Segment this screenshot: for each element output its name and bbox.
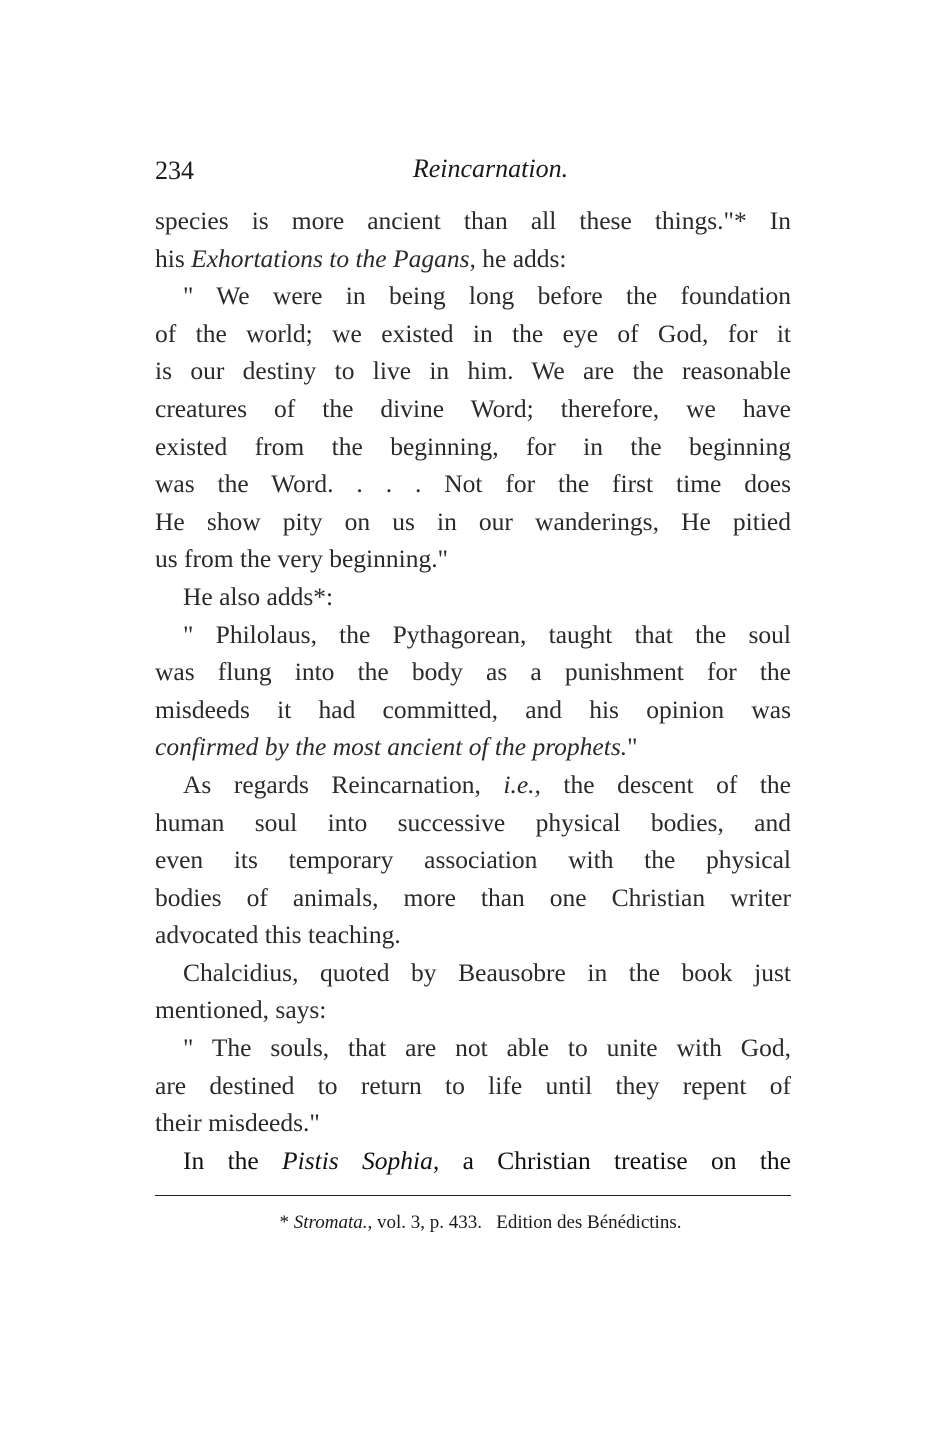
text-line [155,766,791,804]
text-line [155,202,791,240]
text-segment: advocated this teaching. [155,920,401,950]
text-segment: species is more ancient than all these things."* In [155,206,791,235]
footnote-source: Stromata. [293,1212,368,1233]
footnote [0,1212,941,1234]
text-segment: Chalcidius, quoted by Beausobre in the book just [183,957,791,987]
text-segment: existed from the beginning, for in the beginning [155,431,791,461]
body-text [155,202,791,1179]
text-line [155,240,791,278]
text-line [155,315,791,353]
text-segment: " Philolaus, the Pythagorean, taught that the soul [183,619,791,649]
text-segment: mentioned, says: [155,995,327,1025]
text-segment: his [155,243,192,273]
text-line [155,991,791,1029]
text-line [155,728,791,766]
text-segment: even its temporary association with the physical [155,845,791,875]
text-line [155,954,791,992]
footnote-rule [155,1195,791,1196]
text-line [155,578,791,616]
text-segment: are destined to return to life until they repent of [155,1070,791,1100]
text-segment: " The souls, that are not able to unite with God, [183,1033,791,1063]
footnote-ref: , vol. 3, p. 433. [367,1212,482,1233]
italic-text: i.e., [503,769,541,799]
text-line [155,841,791,879]
text-line [155,691,791,729]
text-segment: their misdeeds." [155,1108,320,1138]
text-line [155,352,791,390]
italic-text: Exhortations to the Pagans, [191,243,476,273]
text-line [155,465,791,503]
page-number: 234 [155,156,194,185]
text-line [155,916,791,954]
text-line [155,428,791,466]
text-segment: he adds: [475,243,567,273]
running-title: Reincarnation. [412,154,569,183]
text-segment: creatures of the divine Word; therefore, we have [155,393,791,423]
text-line [155,616,791,654]
text-line [155,879,791,917]
footnote-marker: * [279,1212,294,1233]
text-segment: a Christian treatise on the [439,1145,791,1175]
text-segment: us from the very beginning." [155,544,448,574]
text-line [155,1104,791,1142]
italic-text: Pistis Sophia, [282,1145,440,1175]
text-segment: " [627,732,638,762]
footnote-edition: Edition des Bénédictins. [482,1212,682,1233]
italic-text: confirmed by the most ancient of the prophets. [155,732,628,762]
text-segment: In the [183,1145,283,1175]
text-line [155,503,791,541]
text-line [155,277,791,315]
text-line [155,1067,791,1105]
text-segment: is our destiny to live in him. We are the reasonable [155,356,791,386]
text-segment: He show pity on us in our wanderings, He pitied [155,506,791,536]
text-segment: misdeeds it had committed, and his opinion was [155,694,791,724]
text-segment: " We were in being long before the foundation [183,281,791,311]
text-segment: He also adds*: [183,581,334,611]
text-segment: was the Word. . . . Not for the first time does [155,469,791,499]
text-segment: As regards Reincarnation, [183,769,504,799]
text-segment: was flung into the body as a punishment for the [155,657,791,687]
text-line [155,1142,791,1180]
text-segment: the descent of the [540,769,791,799]
text-segment: bodies of animals, more than one Christian writer [155,882,791,912]
text-segment: human soul into successive physical bodies, and [155,807,791,837]
text-line [155,804,791,842]
text-line [155,540,791,578]
text-line [155,390,791,428]
text-segment: of the world; we existed in the eye of God, for it [155,318,791,348]
text-line [155,653,791,691]
text-line [155,1029,791,1067]
